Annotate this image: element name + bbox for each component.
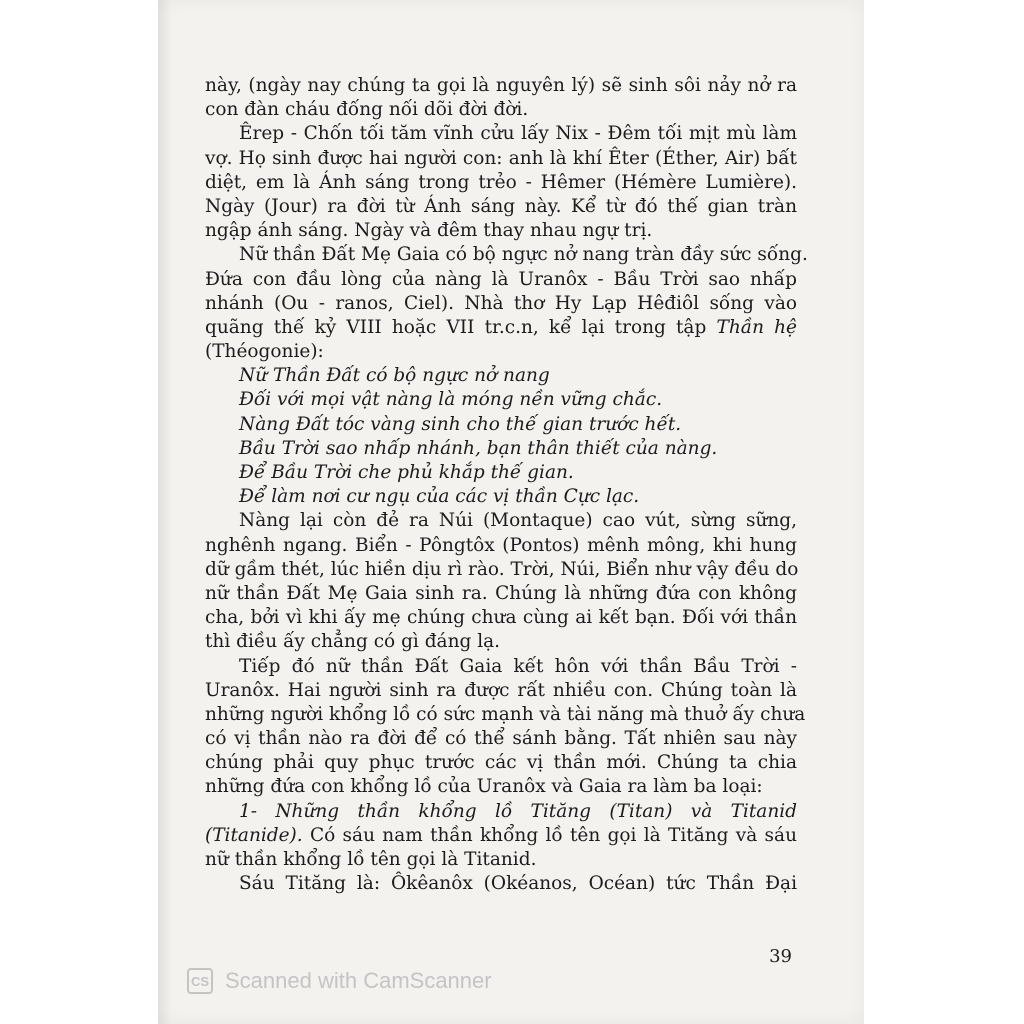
verse-line: Đối với mọi vật nàng là móng nền vững chắc. <box>239 389 663 411</box>
page-body-text <box>205 74 808 896</box>
text-line: Đứa con đầu lòng của nàng là Uranôx - Bầu Trời sao nhấp <box>205 268 797 290</box>
text-run: Có sáu nam thần khổng lồ tên gọi là Tităng và sáu <box>309 824 797 846</box>
text-run: quãng thế kỷ VIII hoặc VII tr.c.n, kể lại trong tập <box>205 316 707 338</box>
text-line: ngập ánh sáng. Ngày và đêm thay nhau ngự trị. <box>205 220 653 242</box>
text-line <box>205 316 797 340</box>
verse-line: Nàng Đất tóc vàng sinh cho thế gian trước hết. <box>239 413 682 435</box>
text-line: Tiếp đó nữ thần Đất Gaia kết hôn với thần Bầu Trời - <box>239 655 797 677</box>
text-line: này, (ngày nay chúng ta gọi là nguyên lý) sẽ sinh sôi nảy nở ra <box>205 75 797 96</box>
section-heading-italic: 1- Những thần khổng lồ Tităng (Titan) và Titanid <box>239 800 797 822</box>
text-line: Nữ thần Đất Mẹ Gaia có bộ ngực nở nang tràn đầy sức sống. <box>239 244 808 266</box>
text-line: thì điều ấy chẳng có gì đáng lạ. <box>205 631 501 653</box>
camscanner-logo-icon: CS <box>187 968 213 994</box>
verse-line: Nữ Thần Đất có bộ ngực nở nang <box>239 365 550 387</box>
book-title-italic: Thần hệ <box>716 316 798 338</box>
text-line: những người khổng lồ có sức mạnh và tài năng mà thuở ấy chưa <box>205 703 806 725</box>
text-line: nữ thần khổng lồ tên gọi là Titanid. <box>205 849 537 870</box>
verse-line: Để Bầu Trời che phủ khắp thế gian. <box>239 462 574 483</box>
text-line: (Théogonie): <box>205 341 324 363</box>
text-line: dữ gầm thét, lúc hiền dịu rì rào. Trời, Núi, Biển như vậy đều do <box>205 558 799 580</box>
text-line: những đứa con khổng lồ của Uranôx và Gaia ra làm ba loại: <box>205 776 763 798</box>
text-line: con đàn cháu đống nối dõi đời đời. <box>205 99 529 121</box>
text-line: Nàng lại còn đẻ ra Núi (Montaque) cao vút, sừng sững, <box>239 510 797 532</box>
camscanner-watermark <box>187 968 492 994</box>
text-line: nhánh (Ou - ranos, Ciel). Nhà thơ Hy Lạp Hêđiôl sống vào <box>205 292 797 314</box>
text-line: có vị thần nào ra đời để có thể sánh bằng. Tất nhiên sau này <box>205 728 797 750</box>
text-line: vợ. Họ sinh được hai người con: anh là khí Êter (Éther, Air) bất <box>205 147 797 169</box>
text-line: cha, bởi vì khi ấy mẹ chúng chưa cùng ai kết bạn. Đối với thần <box>205 607 797 629</box>
text-line: Uranôx. Hai người sinh ra được rất nhiều con. Chúng toàn là <box>205 679 797 701</box>
text-line: chúng phải quy phục trước các vị thần mới. Chúng ta chia <box>205 752 797 774</box>
text-line: Êrep - Chốn tối tăm vĩnh cửu lấy Nix - Đêm tối mịt mù làm <box>239 123 797 145</box>
page-gutter-shadow <box>158 0 172 1024</box>
page-number: 39 <box>769 946 792 967</box>
text-line: diệt, em là Ánh sáng trong trẻo - Hêmer (Hémère Lumière). <box>205 171 797 193</box>
text-line: nữ thần Đất Mẹ Gaia sinh ra. Chúng là những đứa con không <box>205 582 797 604</box>
text-line <box>205 824 797 848</box>
text-line: nghênh ngang. Biển - Pôngtôx (Pontos) mênh mông, khi hung <box>205 534 797 556</box>
section-heading-italic: (Titanide). <box>205 824 303 846</box>
verse-line: Để làm nơi cư ngụ của các vị thần Cực lạc. <box>239 486 640 508</box>
text-line: Sáu Tităng là: Ôkêanôx (Okéanos, Océan) tức Thần Đại <box>239 873 797 895</box>
watermark-text: Scanned with CamScanner <box>225 968 492 993</box>
verse-line: Bầu Trời sao nhấp nhánh, bạn thân thiết của nàng. <box>239 437 718 459</box>
text-line: Ngày (Jour) ra đời từ Ánh sáng này. Kể từ đó thế gian tràn <box>205 195 797 217</box>
